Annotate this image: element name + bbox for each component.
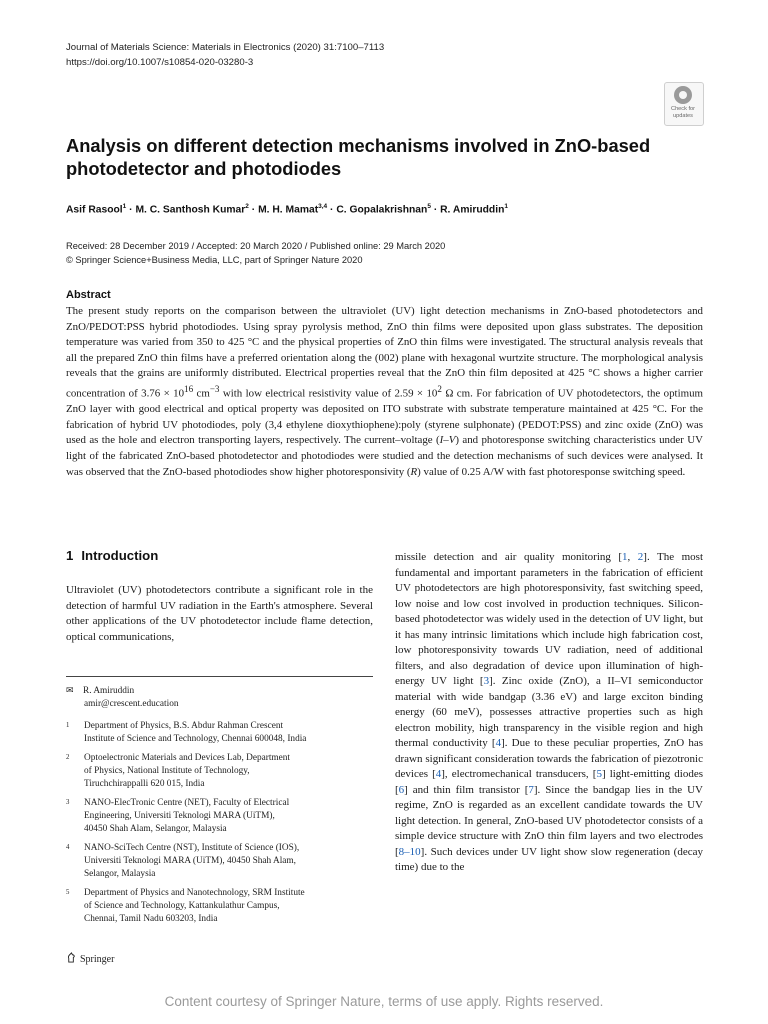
badge-line-1: Check for (671, 106, 695, 112)
publication-dates (66, 240, 445, 267)
citation-link[interactable]: 4 (495, 737, 502, 749)
received-accepted-line: Received: 28 December 2019 / Accepted: 20 March 2020 / Published online: 29 March 2020 (66, 241, 446, 251)
body-text: ] light-emitting diodes [ (395, 768, 703, 796)
citation-link[interactable]: 4 (435, 768, 442, 780)
citation-link[interactable]: 5 (596, 768, 602, 780)
publisher-name: Springer (80, 954, 115, 965)
affiliation-text: NANO-ElecTronic Centre (NET), Faculty of Electrical Engineering, Universiti Teknologi MARA (UiTM), 40450 Shah Alam, Selangor, Malaysia (84, 798, 290, 834)
author-affiliation-mark: 2 (245, 203, 249, 210)
affiliation-number: 3 (66, 799, 70, 806)
affiliation-item (66, 720, 366, 746)
abstract-text-part: ) value of 0.25 A/W with fast photoresponse switching speed. (417, 465, 686, 478)
journal-citation: Journal of Materials Science: Materials in Electronics (2020) 31:7100–7113 (66, 42, 385, 53)
body-text: ] and thin film transistor [ (404, 783, 529, 796)
affiliation-text: Department of Physics and Nanotechnology, SRM Institute of Science and Technology, Kattankulathur Campus, Chennai, Tamil Nadu 603203, India (84, 888, 305, 924)
author-name[interactable]: M. C. Santhosh Kumar (135, 204, 246, 216)
author-name[interactable]: C. Gopalakrishnan (336, 204, 428, 216)
check-for-updates-badge[interactable] (664, 82, 702, 124)
author-separator: · (248, 204, 259, 216)
author-name[interactable]: M. H. Mamat (258, 204, 319, 216)
affiliation-item (66, 842, 366, 881)
abstract-superscript: −3 (209, 383, 220, 394)
affiliation-item (66, 887, 366, 926)
section-number: 1 (66, 548, 74, 563)
author-affiliation-mark: 1 (504, 203, 508, 210)
publisher-mark (66, 952, 114, 965)
badge-line-2: updates (673, 112, 693, 119)
abstract-superscript: 2 (437, 383, 442, 394)
citation-link[interactable]: 2 (637, 551, 644, 563)
section-title: Introduction (81, 548, 159, 563)
footnote-divider (66, 676, 373, 677)
author-affiliation-mark: 5 (427, 203, 431, 210)
citation-link[interactable]: 7 (528, 783, 534, 796)
affiliation-text: Department of Physics, B.S. Abdur Rahman Crescent Institute of Science and Technology, Chennai 600048, India (84, 721, 307, 744)
abstract-text-part: The present study reports on the comparison between the ultraviolet (UV) light detection mechanisms in ZnO-based photodetectors and ZnO/PEDOT:PSS hybrid photodiodes. Using spray pyrolysis method, ZnO thin films were deposited upon glass substrates. The deposition temperature was varied from 350 to 425 °C and the physical properties of ZnO thin films were investigated. The structural analysis reveals that all the prepared ZnO thin films have a preferred orientation along the (002) plane with hexagonal wurtzite structure. The morphological analysis reveals that the grains are uniformly distributed. Electrical properties reveal that the ZnO thin film deposited at 425 °C shows a higher carrier concentration of 3.76 × 10 (66, 305, 703, 400)
body-text: ]. Due to these peculiar properties, ZnO has drawn significant consideration towards the fabrication of piezotronic devices [ (395, 737, 703, 780)
affiliation-text: NANO-SciTech Centre (NST), Institute of Science (IOS), Universiti Teknologi MARA (UiTM), 40450 Shah Alam, Selangor, Malaysia (84, 843, 300, 879)
right-column-text (395, 550, 703, 876)
affiliation-item (66, 752, 366, 791)
author-list (66, 203, 508, 215)
springer-horse-icon (66, 952, 77, 963)
abstract-text-part: Ω cm. For fabrication of UV photodetectors, the optimum ZnO layer with good electrical and optical property was deposited on ITO substrate with substrate temperature maintained at 425 °C. For the fabrication of hybrid UV photodiodes, poly (3,4 ethylene dioxythiophene):poly (styrene sulphonate) (PEDOT:PSS) and zinc oxide (ZnO) was used as the hole and electron transporting layers, respectively. The current–voltage ( (66, 387, 703, 447)
author-separator: · (327, 204, 337, 216)
citation-link[interactable]: 1 (622, 551, 628, 563)
body-text: ], electromechanical transducers, [ (441, 768, 597, 780)
body-text: , (627, 551, 638, 563)
author-separator: · (126, 204, 136, 216)
left-column-text: Ultraviolet (UV) photodetectors contribute a significant role in the detection of harmful UV radiation in the Earth's atmosphere. Several other applications of the UV photodetector include flame detection, optical communications, (66, 584, 373, 643)
abstract-body (66, 304, 703, 480)
abstract-text-part: ) and photoresponse switching characteristics under UV light of the fabricated ZnO-based photodetector and photodiodes were studied and the detection mechanisms of such devices were analysed. It was observed that the ZnO-based photodiodes show higher photoresponsivity ( (66, 434, 703, 478)
abstract-text-part: cm (193, 387, 210, 400)
abstract-text-part: with low electrical resistivity value of 2.59 × 10 (219, 387, 438, 400)
affiliation-number: 2 (66, 754, 70, 761)
abstract-superscript: 16 (184, 383, 194, 394)
citation-link[interactable]: 3 (483, 675, 490, 687)
abstract-italic: I–V (439, 434, 456, 447)
journal-header (66, 40, 384, 70)
body-text: missile detection and air quality monitoring [ (395, 551, 623, 563)
corresponding-name: R. Amiruddin (83, 686, 135, 696)
body-text: ]. Zinc oxide (ZnO), a II–VI semiconductor material with wide bandgap (3.36 eV) and large exciton binding energy (60 meV), possesses attractive properties such as high electron mobility, high transparency in the visible region and high thermal conductivity [ (395, 675, 704, 749)
corresponding-email[interactable]: amir@crescent.education (84, 699, 179, 709)
citation-link[interactable]: 6 (398, 783, 405, 796)
affiliation-item (66, 797, 366, 836)
badge-label (664, 106, 702, 119)
section-heading-introduction (66, 548, 158, 563)
envelope-icon: ✉ (66, 685, 74, 695)
paper-title: Analysis on different detection mechanisms involved in ZnO-based photodetector and photodiodes (66, 135, 651, 179)
affiliation-number: 4 (66, 844, 70, 851)
author-separator: · (430, 204, 441, 216)
citation-link[interactable]: 8–10 (398, 845, 421, 858)
author-affiliation-mark: 3,4 (318, 203, 328, 210)
doi-link[interactable]: https://doi.org/10.1007/s10854-020-03280-3 (66, 57, 254, 68)
affiliation-number: 5 (66, 889, 70, 896)
affiliation-text: Optoelectronic Materials and Devices Lab, Department of Physics, National Institute of Technology, Tiruchchirappalli 620 015, India (84, 753, 290, 789)
corresponding-author (66, 684, 179, 711)
author-name[interactable]: R. Amiruddin (440, 204, 505, 216)
copyright-line: © Springer Science+Business Media, LLC, part of Springer Nature 2020 (66, 254, 363, 265)
author-name[interactable]: Asif Rasool (66, 204, 123, 216)
affiliation-number: 1 (66, 722, 70, 729)
content-courtesy-note: Content courtesy of Springer Nature, terms of use apply. Rights reserved. (164, 994, 604, 1009)
body-text: ]. Such devices under UV light show slow regeneration (decay time) due to the (395, 845, 703, 873)
abstract-italic: R (410, 465, 418, 478)
check-updates-icon (674, 86, 692, 104)
body-text: ]. The most fundamental and important parameters in the fabrication of efficient UV photodetectors are high photoresponsivity, fast switching speed, low noise and low cost involved in production techniques. Silicon-based photodetector was widely used in the detection of UV light, but it has many intrinsic limitations which include high fabrication cost, low photoresponsivity towards UV radiation, need of additional filters, and also degradation of device upon illumination of high-energy UV light [ (395, 551, 703, 687)
abstract-heading: Abstract (66, 289, 111, 301)
body-text: ]. Since the bandgap lies in the UV regime, ZnO is regarded as an excellent candidate towards the UV light detection. In general, ZnO-based UV photodetector consists of a simple device structure with ZnO thin film layers and two electrodes [ (395, 783, 703, 858)
author-affiliation-mark: 1 (122, 203, 127, 210)
